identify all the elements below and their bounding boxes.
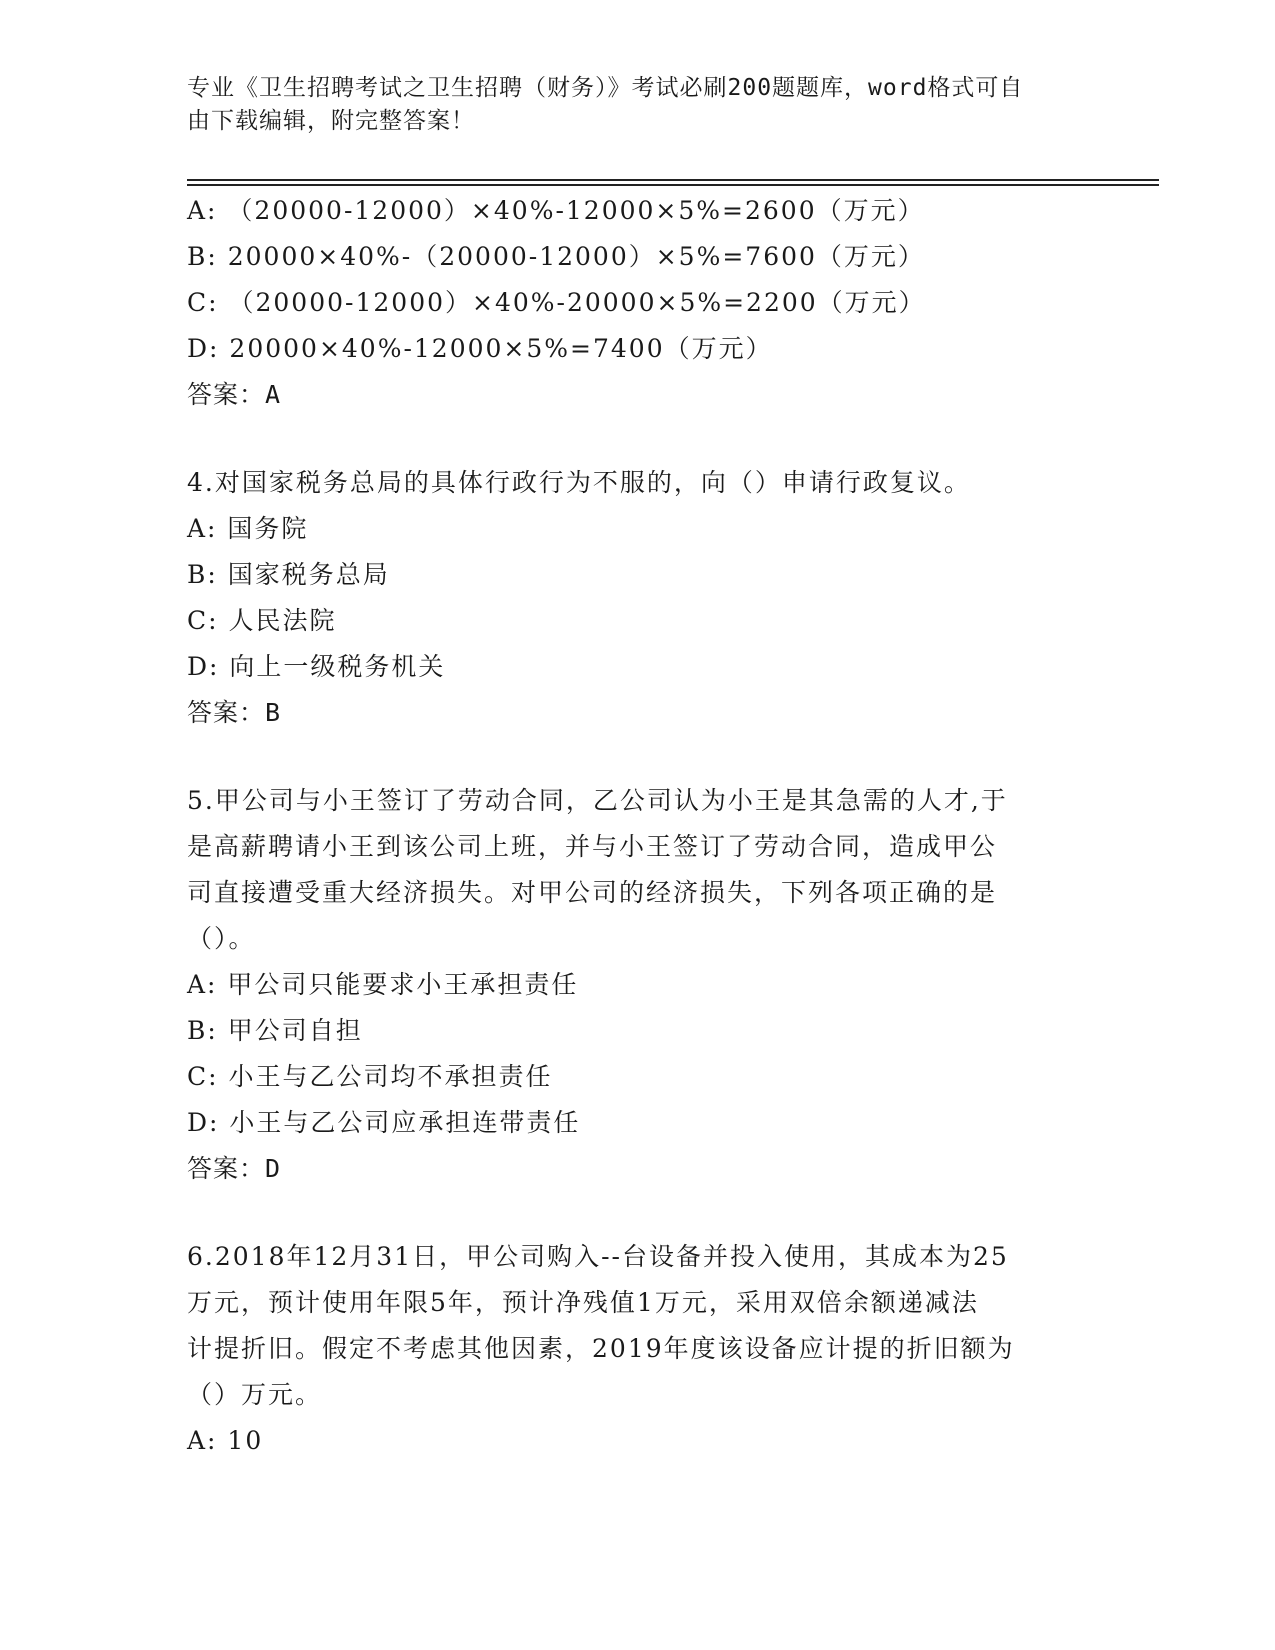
question-6 (187, 1234, 1087, 1464)
header-line-2: 由下载编辑，附完整答案！ (187, 108, 475, 134)
header-divider-top (187, 179, 1159, 181)
document-header (187, 72, 1067, 138)
option-a: A: （20000-12000）×40%-12000×5%=2600（万元） (187, 196, 925, 225)
option-d: D: 向上一级税务机关 (187, 652, 446, 681)
question-text-line: 6.2018年12月31日，甲公司购入--台设备并投入使用，其成本为25 (187, 1242, 1009, 1271)
question-text-line: 司直接遭受重大经济损失。对甲公司的经济损失，下列各项正确的是 (187, 878, 998, 907)
question-text-line: 是高薪聘请小王到该公司上班，并与小王签订了劳动合同，造成甲公 (187, 832, 998, 861)
option-a: A: 国务院 (187, 514, 309, 543)
question-text: 4.对国家税务总局的具体行政行为不服的，向（）申请行政复议。 (187, 468, 971, 497)
answer-label: 答案：A (187, 380, 282, 409)
question-text-line: （）万元。 (187, 1380, 323, 1409)
question-5 (187, 778, 1087, 1192)
option-b: B: 国家税务总局 (187, 560, 390, 589)
answer-label: 答案：B (187, 698, 282, 727)
option-c: C: 人民法院 (187, 606, 337, 635)
option-a: A: 甲公司只能要求小王承担责任 (187, 970, 579, 999)
option-b: B: 甲公司自担 (187, 1016, 363, 1045)
question-3 (187, 188, 1087, 418)
option-d: D: 20000×40%-12000×5%=7400（万元） (187, 334, 773, 363)
question-content (187, 188, 1087, 1464)
option-c: C: （20000-12000）×40%-20000×5%=2200（万元） (187, 288, 926, 317)
question-text-line: 万元，预计使用年限5年，预计净残值1万元，采用双倍余额递减法 (187, 1288, 979, 1317)
option-d: D: 小王与乙公司应承担连带责任 (187, 1108, 581, 1137)
header-divider-bottom (187, 184, 1159, 186)
header-line-1: 专业《卫生招聘考试之卫生招聘（财务）》考试必刷200题题库，word格式可自 (187, 75, 1024, 101)
option-b: B: 20000×40%-（20000-12000）×5%=7600（万元） (187, 242, 925, 271)
option-a: A: 10 (187, 1426, 264, 1455)
option-c: C: 小王与乙公司均不承担责任 (187, 1062, 553, 1091)
question-4 (187, 460, 1087, 736)
question-text-line: 5.甲公司与小王签订了劳动合同，乙公司认为小王是其急需的人才,于 (187, 786, 1008, 815)
question-text-line: （）。 (187, 924, 256, 953)
question-text-line: 计提折旧。假定不考虑其他因素，2019年度该设备应计提的折旧额为 (187, 1334, 1015, 1363)
answer-label: 答案：D (187, 1154, 282, 1183)
